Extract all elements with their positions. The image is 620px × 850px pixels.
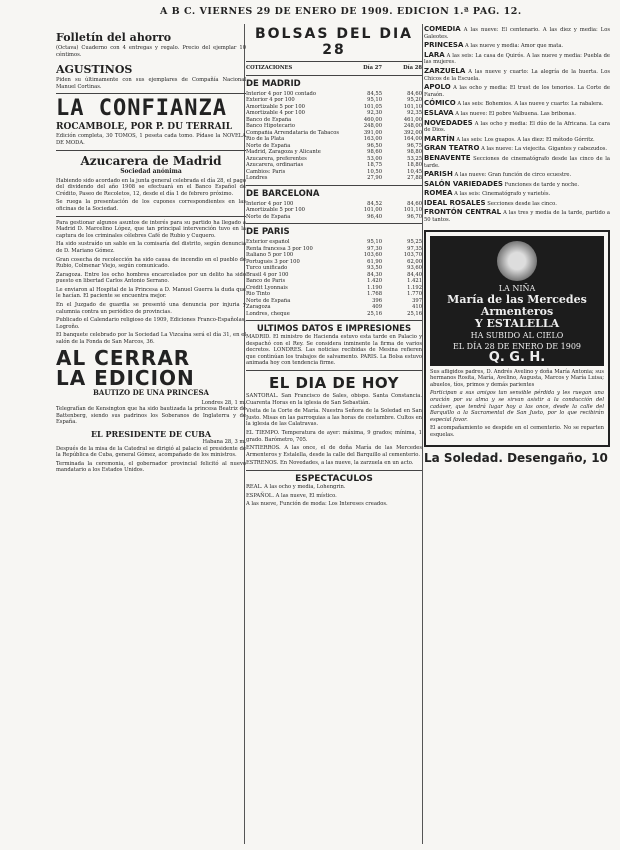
row-label: Londres [246,175,268,181]
theatre-name: PRINCESA [424,41,464,50]
theatre-item [424,171,610,179]
theatre-item [424,84,610,98]
column-right [424,26,610,844]
ad-agustinos [56,58,246,90]
theatre-item [424,200,610,208]
row-value-b: 27,88 [407,175,422,181]
row-label: Azucarera, ordinarias [246,162,304,168]
theatre-item [424,190,610,198]
theatre-name: SALÓN VARIEDADES [424,179,503,188]
row-value-b: 84,40 [407,271,422,278]
theatre-listings [424,26,610,224]
row-value-a: 95,10 [367,239,382,245]
real-text: REAL. A las ocho y media, Lohengrin. [246,483,346,490]
presidente-text: Después de la misa de la Catedral se dirigió al palacio el presidente de la República de Cuba, general Gómez, acompañado de los ministros. [56,445,246,459]
theatre-item [424,52,610,66]
row-value-a: 96,50 [367,142,382,149]
espect-text: A las nueve, Función de moda: Los Intereses creados. [246,501,388,508]
col-header-b: Día 28 [403,65,422,71]
news-paragraph: Ha sido sustraído un sable en la comisaría del distrito, según denuncia de D. Mariano Gómez. [56,241,246,254]
row-label: Brasil 4 por 100 [246,271,289,278]
aviso-text: Sus afligidos padres, D. Andrés Avelino y doña María Antonia; sus hermanos Rosita, María, Avelino, Augusta, Marcos y María Luisa; abuelos, tíos, primos y demás parientes [430,368,604,388]
theatre-name: COMEDIA [424,26,461,33]
news-paragraph: Para gestionar algunos asuntos de interés para su partido ha llegado a Madrid D. Marcelino López, que tan principal intervención tuvo en la captura de los criminales célebres Café de Rubio y Cuquero. [56,219,246,239]
row-value-a: 98,60 [367,149,382,155]
row-value-a: 84,30 [367,271,382,278]
theatre-name: FRONTÓN CENTRAL [424,208,502,217]
row-value-a: 93,50 [367,265,382,271]
theatre-text: A las seis: La casa de Quirós. A las nueve y media: Puebla de las mujeres. [424,52,610,66]
theatre-item [424,110,610,118]
row-value-a: 1.768 [367,291,382,297]
row-value-a: 25,16 [367,310,382,317]
row-label: Río de la Plata [246,136,285,142]
theatre-item [424,100,610,108]
row-label: Amortizable 5 por 100 [246,103,305,110]
row-label: Interior 4 por 100 contado [246,90,316,97]
row-value-b: 25,16 [407,310,422,317]
aviso-text3: El acompañamiento se despide en el cementerio. No se reparten esquelas. [430,425,604,438]
row-value-b: 103,70 [403,252,422,258]
row-value-a: 409 [372,304,382,310]
row-label: Amortizable 5 por 100 [246,207,305,213]
row-value-b: 10,45 [407,168,422,175]
row-value-b: 164,00 [403,136,422,142]
column-middle [246,26,422,844]
ad-confianza-text: Edición completa, 30 TOMOS, 1 peseta cada tomo. Pídase la NOVELA DE MODA. [56,133,246,146]
row-value-b: 96,70 [407,213,422,220]
ad-confianza-title: LA CONFIANZA [56,96,227,122]
column-left [56,26,246,844]
row-value-a: 27,90 [367,175,382,181]
row-value-b: 397 [412,297,422,304]
barcelona-table [246,201,422,221]
news-paragraph: Zaragoza. Entre los ocho hombres encarcelados por un delito ha sido puesto en libertad Carlos Antonio Serrano. [56,271,246,285]
ad-folletin-title: Folletín del ahorro [56,31,172,44]
theatre-name: ROMEA [424,189,453,198]
row-label: Turco unificado [246,265,288,271]
theatre-text: A las nueve: El centenario. A las diez y media: Los Galeotes. [424,27,610,40]
theatre-name: BENAVENTE [424,153,471,162]
row-label: Cambios: París [246,168,286,175]
aviso-name: María de las Mercedes Armenteros [447,292,587,318]
bautizo-date: Londres 28, 1 m. [201,399,246,406]
azucarera-title: Azucarera de Madrid [80,153,222,168]
row-label: Exterior 4 por 100 [246,97,295,103]
row-value-a: 1.190 [367,284,382,291]
espectaculos-title: ESPECTACULOS [295,473,373,484]
row-value-a: 10,50 [367,168,382,175]
row-value-a: 103,60 [363,252,382,258]
row-value-b: 1.421 [407,278,422,284]
ultimos-text: MADRID. El ministro de Hacienda estuvo esta tarde en Palacio y despachó con el Rey. Se considera inminente la firma de varios decretos. LONDRES. Las noticias recibidas de Mesina refieren que continúan los trabajos de salvamento. PARIS. La Bolsa estuvo animada hoy con tendencia firme. [246,334,422,367]
theatre-text: A las ocho y media: El dúo de la Africana. La cara de Dios. [424,120,610,134]
azucarera-sub: Sociedad anónima [120,167,182,175]
theatre-item [424,26,610,40]
row-label: Portugués 3 por 100 [246,258,300,265]
row-label: Madrid, Zaragoza y Alicante [246,149,321,155]
footer-ad: La Soledad. Desengaño, 10 [424,450,608,465]
row-value-b: 97,35 [407,245,422,252]
column-rule [422,24,423,844]
theatre-name: ESLAVA [424,108,454,117]
madrid-title: DE MADRID [246,78,301,89]
row-label: Norte de España [246,213,291,220]
aviso-text2: Participan a sus amigos tan sensible pérdida y les ruegan una oración por su alma y se sirvan asistir a la conducción del cadáver, que tendrá lugar hoy a las once, desde la calle del Barquillo a la Sacramental de San Justo, por lo que recibirán especial favor. [430,390,604,423]
aviso-line2: EL DÍA 28 DE ENERO DE 1909 [452,341,582,351]
ad-folletin [56,26,246,58]
aviso-qgh: Q. G. H. [488,349,546,365]
table-row [246,214,422,221]
presidente-text: Terminada la ceremonia, el gobernador provincial felicitó al nuevo mandatario a los Estados Unidos. [56,460,246,474]
bautizo-text: Telegrafían de Kensington que ha sido bautizada la princesa Beatriz de Battenberg, siendo sus padrinos los Soberanos de Inglaterra y de España. [56,406,246,426]
row-value-b: 410 [412,304,422,310]
theatre-name: CÓMICO [424,99,456,108]
theatre-item [424,181,610,189]
row-value-a: 84,52 [367,200,382,207]
row-value-b: 95,25 [407,239,422,245]
theatre-text: A las nueve: El pobre Valbuena. Las bribonas. [455,110,576,117]
row-value-b: 95,20 [407,97,422,103]
row-value-a: 460,00 [363,116,382,123]
theatre-text: A las nueve y cuarto: La alegría de la huerta. Los Chicos de la Escuela. [424,68,610,82]
row-label: Banco de París [246,278,286,284]
theatre-text: A las tres y media de la tarde, partido a 50 tantos. [424,210,610,224]
theatre-name: PARISH [424,170,453,179]
ad-folletin-text: (Octava) Cuaderno con 4 entregas y regalo. Precio del ejemplar 10 céntimos. [56,45,246,58]
row-value-b: 1.770 [407,291,422,297]
row-label: Norte de España [246,297,291,304]
row-value-b: 84,60 [407,90,422,97]
row-value-b: 96,75 [407,142,422,149]
row-value-a: 163,00 [363,136,382,142]
row-value-a: 95,10 [367,97,382,103]
theatre-name: GRAN TEATRO [424,144,480,153]
cotizaciones-header: COTIZACIONES [246,65,293,71]
theatre-name: APOLO [424,83,451,92]
row-label: Crédit Lyonnais [246,284,288,291]
table-row [246,175,422,182]
presidente-date: Habana 28, 3 m. [202,439,246,445]
row-label: Norte de España [246,142,291,149]
presidente-heading: EL PRESIDENTE DE CUBA [90,429,212,439]
row-label: Banco Hipotecario [246,123,295,129]
theatre-item [424,209,610,223]
ad-confianza-sub: ROCAMBOLE, POR P. DU TERRAIL [56,122,233,133]
row-value-a: 53,00 [367,155,382,162]
table-row [246,311,422,318]
row-label: Rio Tinto [246,291,271,297]
row-value-b: 18,80 [407,162,422,168]
row-value-b: 62,00 [407,258,422,265]
theatre-text: A las nueve y media: Amor que mata. [465,43,564,50]
row-value-a: 391,00 [363,129,382,136]
aviso-name2: Y ESTALELLA [474,316,560,330]
theatre-item [424,120,610,134]
estrenos-text: ESTRENOS. En Novedades, a las nueve, la zarzuela en un acto. [246,460,414,467]
row-label: Banco de España [246,116,292,123]
azucarera-paragraph: Se ruega la presentación de los cupones correspondientes en las oficinas de la Sociedad. [56,199,246,212]
al-cerrar-heading: AL CERRAR [56,345,191,370]
row-value-a: 92,30 [367,110,382,116]
ultimos-title: ULTIMOS DATOS E IMPRESIONES [256,324,412,334]
espanol-text: ESPAÑOL. A las nueve, El místico. [246,492,337,499]
theatre-name: MARTÍN [424,134,455,143]
row-value-b: 93,60 [407,265,422,271]
theatre-item [424,155,610,169]
theatre-text: Funciones de tarde y noche. [504,181,580,188]
news-paragraph: En el Juzgado de guardia se presentó una denuncia por injuria y calumnia contra un periódico de provincias. [56,302,246,315]
aviso-top: LA NIÑA [498,283,536,293]
row-value-b: 101,10 [403,103,422,110]
theatre-text: A las seis: Los guapos. A las diez: El método Górritz. [456,136,595,143]
row-label: Londres, cheque [246,310,290,317]
news-paragraph: El banquete celebrado por la Sociedad La Vizcaína será el día 31, en el salón de la Fonda de San Marcos, 36. [56,332,246,346]
theatre-item [424,145,610,153]
azucarera-paragraph: Habiendo sido acordado en la junta general celebrada el día 28, el pago del dividendo del año 1908 se efectuará en el Banco Español de Crédito, Paseo de Recoletos, 12, desde el día 1 de febrero próximo. [56,177,246,197]
theatre-text: Secciones desde las cinco. [487,200,557,207]
row-label: Exterior español [246,239,290,245]
page-header: A B C. VIERNES 29 DE ENERO DE 1909. EDICION 1.ª PAG. 12. [160,6,522,17]
theatre-text: A las nueve: Gran función de circo ecuestre. [454,172,572,179]
row-value-a: 84,55 [367,90,382,97]
row-value-b: 392,00 [403,129,422,136]
tiempo-text: EL TIEMPO. Temperatura de ayer: máxima, 9 grados; mínima, 1 grado. Barómetro, 705. [246,429,422,443]
mourning-notice [424,230,610,447]
theatre-name: ZARZUELA [424,66,466,75]
theatre-text: A las nueve: La viejecita. Gigantes y cabezudos. [481,146,608,153]
paris-table [246,239,422,317]
aviso-line1: HA SUBIDO AL CIELO [470,330,564,340]
santoral-text: SANTORAL. San Francisco de Sales, obispo. Santa Constancia. Cuarenta Horas en la iglesia de San Sebastián. [246,392,422,406]
hoy-text: Visita de la Corte de María. Nuestra Señora de la Soledad en San Justo. Misas en las parroquias a las horas de costumbre. Cultos en la iglesia de las Calatravas. [246,408,422,428]
bolsas-title: BOLSAS DEL DIA 28 [254,26,413,58]
row-value-b: 461,00 [403,116,422,123]
theatre-item [424,136,610,144]
theatre-name: LARA [424,50,445,59]
entierros-text: ENTIERROS. A las once, el de doña María de las Mercedes Armenteros y Estalella, desde la calle del Barquillo al cementerio. [246,445,422,458]
dia-de-hoy-title: EL DIA DE HOY [269,373,399,392]
news-paragraph: Publicado el Calendario religioso de 1909, Ediciones Franco-Españolas, Logroño. [56,317,246,330]
madrid-table [246,91,422,182]
row-label: Italiano 5 por 100 [246,252,294,258]
row-value-b: 1.192 [407,284,422,291]
barcelona-title: DE BARCELONA [246,188,320,199]
row-label: Azucarera, preferentes [246,155,307,162]
row-label: Zaragoza [246,304,271,310]
cross-ornament-icon [497,241,537,281]
row-value-b: 84,60 [407,200,422,207]
theatre-text: A las seis: Cinematógrafo y varietés. [454,191,551,198]
theatre-name: IDEAL ROSALES [424,198,486,207]
row-value-a: 396 [372,297,382,304]
row-value-a: 61,90 [367,258,382,265]
ad-agustinos-title: AGUSTINOS [56,63,133,77]
row-value-a: 248,00 [363,123,382,129]
row-value-a: 18,75 [367,162,382,168]
theatre-item [424,42,610,50]
theatre-text: A las seis: Bohemios. A las nueve y cuarto: La rabalera. [457,101,604,108]
row-label: Amortizable 4 por 100 [246,110,305,116]
row-value-b: 92,35 [407,110,422,116]
ad-agustinos-text: Piden su últimamente con sus ejemplares de Compañía Nacional Manuel Cortinas. [56,77,246,90]
news-paragraph: Le enviaron al Hospital de la Princesa a D. Manuel Guerra la duda que le hacían. El paciente se encuentra mejor. [56,286,246,300]
row-label: Interior 4 por 100 [246,200,294,207]
row-value-a: 96,40 [367,213,382,220]
news-paragraph: Gran cosecha de recolección ha sido causa de incendio en el pueblo de Rubio, Colmenar Viejo, según comunicado. [56,256,246,270]
row-value-b: 98,80 [407,149,422,155]
row-value-b: 101,10 [403,207,422,213]
row-label: Compañía Arrendataria de Tabacos [246,129,340,136]
paris-title: DE PARIS [246,227,290,237]
bautizo-heading: BAUTIZO DE UNA PRINCESA [93,387,209,397]
row-value-b: 248,00 [403,123,422,129]
col-header-a: Día 27 [363,65,382,71]
row-value-a: 101,00 [363,207,382,213]
theatre-item [424,68,610,82]
row-value-a: 101,05 [363,103,382,110]
theatre-text: Secciones de cinematógrafo desde las cinco de la tarde. [424,155,610,169]
row-label: Renta francesa 3 por 100 [246,245,313,252]
row-value-a: 1.420 [367,278,382,284]
la-edicion-heading: LA EDICION [56,365,195,390]
row-value-a: 97,30 [367,245,382,252]
theatre-name: NOVEDADES [424,118,473,127]
row-value-b: 53,25 [407,155,422,162]
theatre-text: A las ocho y media: El trust de los tenorios. La Corte de Faraón. [424,85,610,98]
